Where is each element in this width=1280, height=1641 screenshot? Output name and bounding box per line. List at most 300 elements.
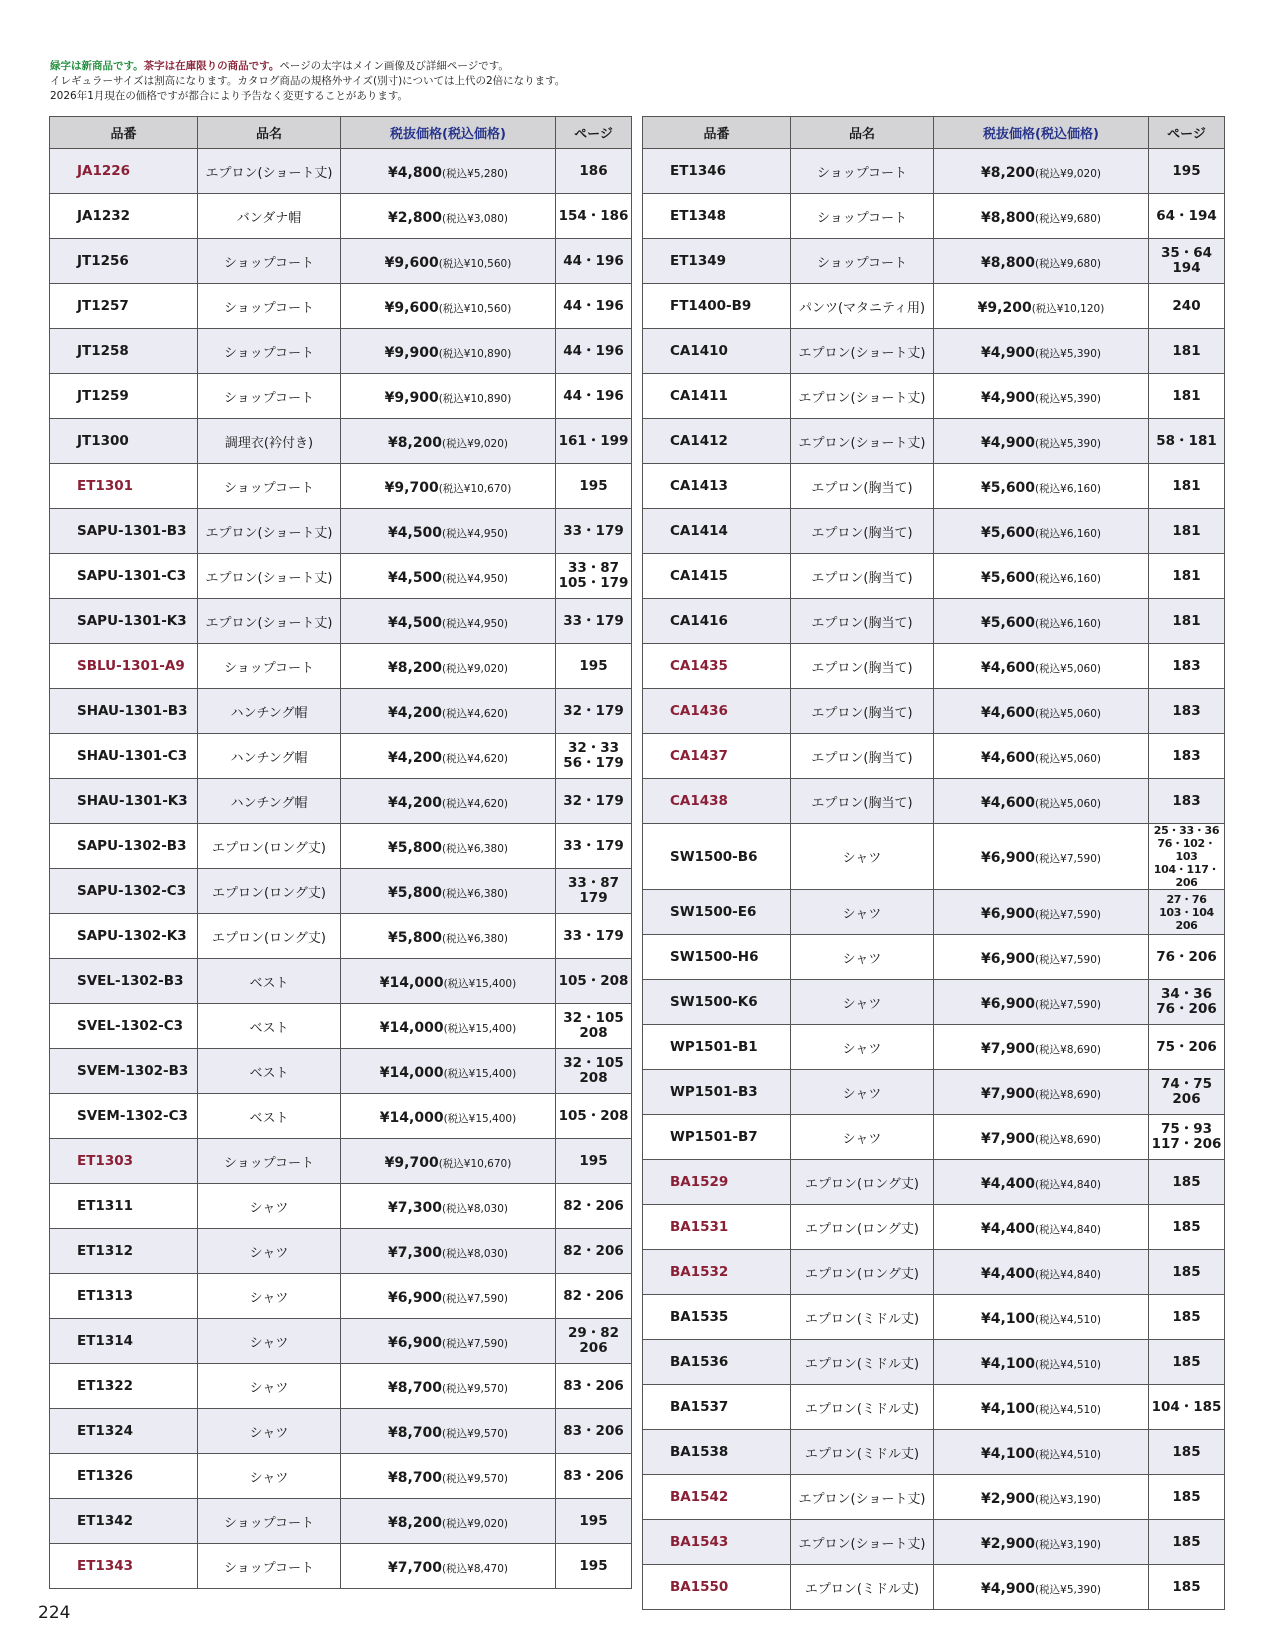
price-incl-tax: (税込¥5,390) xyxy=(1035,392,1101,405)
product-code: ET1348 xyxy=(643,194,791,239)
price-excl-tax: ¥4,800 xyxy=(388,164,443,181)
price-excl-tax: ¥4,500 xyxy=(388,524,443,541)
price-cell xyxy=(934,1070,1149,1115)
product-code: BA1542 xyxy=(643,1475,791,1520)
price-incl-tax: (税込¥9,570) xyxy=(442,1472,508,1485)
price-cell xyxy=(934,779,1149,824)
price-incl-tax: (税込¥9,570) xyxy=(442,1427,508,1440)
product-code: JT1258 xyxy=(50,329,198,374)
product-name: ベスト xyxy=(198,959,341,1004)
price-incl-tax: (税込¥5,060) xyxy=(1035,707,1101,720)
table-row xyxy=(643,1475,1225,1520)
price-incl-tax: (税込¥10,890) xyxy=(438,392,512,405)
price-cell xyxy=(341,464,556,509)
header-code: 品番 xyxy=(50,117,198,149)
product-name: シャツ xyxy=(198,1229,341,1274)
price-cell xyxy=(934,419,1149,464)
table-row xyxy=(50,554,632,599)
page-line: 75・93 xyxy=(1160,1121,1213,1137)
price-excl-tax: ¥14,000 xyxy=(379,1064,444,1081)
product-code: CA1415 xyxy=(643,554,791,599)
page-line: 185 xyxy=(1172,1173,1201,1190)
catalog-pages xyxy=(556,1184,632,1229)
table-row xyxy=(50,779,632,824)
table-row xyxy=(643,890,1225,935)
price-cell xyxy=(934,464,1149,509)
price-cell xyxy=(934,194,1149,239)
table-row xyxy=(50,1184,632,1229)
price-cell xyxy=(341,1319,556,1364)
product-code: CA1413 xyxy=(643,464,791,509)
bold-page-note: ページの太字はメイン画像及び詳細ページです。 xyxy=(279,60,509,72)
product-name: シャツ xyxy=(791,935,934,980)
table-row xyxy=(643,1160,1225,1205)
price-cell xyxy=(934,599,1149,644)
product-name: エプロン(ミドル丈) xyxy=(791,1385,934,1430)
price-cell xyxy=(341,1454,556,1499)
product-name: エプロン(ロング丈) xyxy=(791,1160,934,1205)
product-name: ショップコート xyxy=(198,284,341,329)
page-line: 185 xyxy=(1172,1488,1201,1505)
product-name: シャツ xyxy=(791,1025,934,1070)
product-code: JT1259 xyxy=(50,374,198,419)
price-excl-tax: ¥9,700 xyxy=(384,479,439,496)
product-name: シャツ xyxy=(198,1319,341,1364)
price-excl-tax: ¥4,200 xyxy=(388,794,443,811)
product-name: ベスト xyxy=(198,1004,341,1049)
price-incl-tax: (税込¥4,840) xyxy=(1035,1268,1101,1281)
product-code: WP1501-B1 xyxy=(643,1025,791,1070)
price-excl-tax: ¥4,900 xyxy=(981,344,1036,361)
product-code: JA1232 xyxy=(50,194,198,239)
page-line: 185 xyxy=(1172,1308,1201,1325)
header-code: 品番 xyxy=(643,117,791,149)
price-cell xyxy=(341,1049,556,1094)
catalog-pages xyxy=(1149,644,1225,689)
price-excl-tax: ¥6,900 xyxy=(981,850,1036,866)
product-name: エプロン(胸当て) xyxy=(791,509,934,554)
product-name: エプロン(ロング丈) xyxy=(198,869,341,914)
table-row xyxy=(643,1115,1225,1160)
price-excl-tax: ¥5,800 xyxy=(388,884,443,901)
table-row xyxy=(50,374,632,419)
product-name: ショップコート xyxy=(198,374,341,419)
page-line: 161・199 xyxy=(558,432,629,449)
catalog-pages xyxy=(556,464,632,509)
price-incl-tax: (税込¥15,400) xyxy=(443,1022,517,1035)
page-line: 195 xyxy=(579,477,608,494)
table-row xyxy=(643,1430,1225,1475)
product-code: SHAU-1301-K3 xyxy=(50,779,198,824)
product-code: ET1303 xyxy=(50,1139,198,1184)
page-line: 44・196 xyxy=(563,387,624,404)
product-code: ET1349 xyxy=(643,239,791,284)
page-line: 206 xyxy=(579,1340,608,1356)
product-code: ET1343 xyxy=(50,1544,198,1589)
price-incl-tax: (税込¥4,510) xyxy=(1035,1313,1101,1326)
product-code: SAPU-1301-C3 xyxy=(50,554,198,599)
catalog-pages xyxy=(556,1364,632,1409)
catalog-pages xyxy=(556,1004,632,1049)
product-code: FT1400-B9 xyxy=(643,284,791,329)
catalog-pages xyxy=(556,914,632,959)
table-row xyxy=(50,329,632,374)
price-excl-tax: ¥9,200 xyxy=(977,299,1032,316)
price-excl-tax: ¥8,800 xyxy=(981,254,1036,271)
price-incl-tax: (税込¥6,380) xyxy=(442,842,508,855)
product-name: エプロン(ミドル丈) xyxy=(791,1340,934,1385)
price-excl-tax: ¥4,500 xyxy=(388,569,443,586)
page-line: 185 xyxy=(1172,1263,1201,1280)
page-line: 33・179 xyxy=(563,612,624,629)
product-name: ショップコート xyxy=(198,329,341,374)
product-name: シャツ xyxy=(198,1364,341,1409)
price-incl-tax: (税込¥3,190) xyxy=(1035,1538,1101,1551)
page-line: 195 xyxy=(579,1557,608,1574)
catalog-pages xyxy=(1149,554,1225,599)
price-table-left-body xyxy=(50,149,632,1589)
price-incl-tax: (税込¥4,510) xyxy=(1035,1403,1101,1416)
page-line: 56・179 xyxy=(563,755,624,771)
price-cell xyxy=(341,824,556,869)
page-line: 154・186 xyxy=(558,207,629,224)
catalog-pages xyxy=(556,959,632,1004)
page-line: 185 xyxy=(1172,1353,1201,1370)
catalog-pages xyxy=(1149,509,1225,554)
table-row xyxy=(643,554,1225,599)
page-line: 181 xyxy=(1172,477,1201,494)
page-line: 186 xyxy=(579,162,608,179)
product-code: BA1543 xyxy=(643,1520,791,1565)
product-name: シャツ xyxy=(791,980,934,1025)
price-incl-tax: (税込¥9,020) xyxy=(442,662,508,675)
price-excl-tax: ¥7,900 xyxy=(981,1040,1036,1057)
product-code: SAPU-1302-K3 xyxy=(50,914,198,959)
product-code: CA1410 xyxy=(643,329,791,374)
page-line: 64・194 xyxy=(1156,207,1217,224)
product-name: ベスト xyxy=(198,1049,341,1094)
price-excl-tax: ¥14,000 xyxy=(379,1019,444,1036)
product-code: SAPU-1302-C3 xyxy=(50,869,198,914)
table-header-row xyxy=(50,117,632,149)
catalog-pages xyxy=(556,779,632,824)
price-cell xyxy=(341,1139,556,1184)
price-cell xyxy=(341,1544,556,1589)
price-incl-tax: (税込¥10,560) xyxy=(438,257,512,270)
price-cell xyxy=(934,1340,1149,1385)
price-excl-tax: ¥7,900 xyxy=(981,1085,1036,1102)
table-row xyxy=(643,1565,1225,1610)
product-code: SAPU-1301-K3 xyxy=(50,599,198,644)
price-excl-tax: ¥4,600 xyxy=(981,749,1036,766)
price-excl-tax: ¥8,200 xyxy=(981,164,1036,181)
product-name: ハンチング帽 xyxy=(198,689,341,734)
page-line: 74・75 xyxy=(1160,1076,1213,1092)
price-incl-tax: (税込¥8,030) xyxy=(442,1247,508,1260)
price-excl-tax: ¥4,900 xyxy=(981,1580,1036,1597)
header-page: ページ xyxy=(1149,117,1225,149)
page-line: 240 xyxy=(1172,297,1201,314)
price-excl-tax: ¥5,600 xyxy=(981,569,1036,586)
price-cell xyxy=(934,1520,1149,1565)
table-row xyxy=(50,419,632,464)
product-code: CA1438 xyxy=(643,779,791,824)
price-excl-tax: ¥4,400 xyxy=(981,1265,1036,1282)
catalog-pages xyxy=(556,1319,632,1364)
page-line: 181 xyxy=(1172,567,1201,584)
table-row xyxy=(50,1004,632,1049)
price-incl-tax: (税込¥5,390) xyxy=(1035,437,1101,450)
page-line: 44・196 xyxy=(563,297,624,314)
product-code: BA1535 xyxy=(643,1295,791,1340)
price-cell xyxy=(341,509,556,554)
product-code: SW1500-E6 xyxy=(643,890,791,935)
price-excl-tax: ¥6,900 xyxy=(981,995,1036,1012)
price-excl-tax: ¥8,200 xyxy=(388,659,443,676)
price-cell xyxy=(341,194,556,239)
product-code: ET1301 xyxy=(50,464,198,509)
product-name: エプロン(胸当て) xyxy=(791,689,934,734)
table-row xyxy=(643,1295,1225,1340)
price-cell xyxy=(934,890,1149,935)
catalog-pages xyxy=(1149,980,1225,1025)
product-code: SBLU-1301-A9 xyxy=(50,644,198,689)
price-cell xyxy=(341,374,556,419)
page-line: 185 xyxy=(1172,1443,1201,1460)
price-cell xyxy=(341,1409,556,1454)
table-row xyxy=(50,194,632,239)
price-excl-tax: ¥9,600 xyxy=(384,299,439,316)
price-incl-tax: (税込¥6,160) xyxy=(1035,572,1101,585)
price-incl-tax: (税込¥3,080) xyxy=(442,212,508,225)
table-row xyxy=(50,1499,632,1544)
page-line: 76・206 xyxy=(1156,1001,1217,1017)
header-page: ページ xyxy=(556,117,632,149)
catalog-pages xyxy=(556,1454,632,1499)
page-line: 25・33・36 xyxy=(1153,824,1220,837)
price-excl-tax: ¥9,600 xyxy=(384,254,439,271)
catalog-pages xyxy=(1149,329,1225,374)
product-code: CA1437 xyxy=(643,734,791,779)
catalog-pages xyxy=(556,1409,632,1454)
price-incl-tax: (税込¥9,020) xyxy=(442,1517,508,1530)
product-code: SW1500-B6 xyxy=(643,824,791,890)
price-cell xyxy=(341,1094,556,1139)
price-incl-tax: (税込¥8,470) xyxy=(442,1562,508,1575)
price-cell xyxy=(934,509,1149,554)
page-line: 32・105 xyxy=(563,1010,624,1026)
page-line: 181 xyxy=(1172,612,1201,629)
price-excl-tax: ¥4,900 xyxy=(981,434,1036,451)
price-excl-tax: ¥4,900 xyxy=(981,389,1036,406)
price-excl-tax: ¥5,800 xyxy=(388,839,443,856)
table-row xyxy=(50,959,632,1004)
catalog-pages xyxy=(556,284,632,329)
price-excl-tax: ¥4,600 xyxy=(981,704,1036,721)
catalog-pages xyxy=(556,824,632,869)
table-row xyxy=(643,1340,1225,1385)
page-line: 183 xyxy=(1172,702,1201,719)
catalog-pages xyxy=(1149,1025,1225,1070)
price-incl-tax: (税込¥4,950) xyxy=(442,617,508,630)
product-name: ショップコート xyxy=(791,239,934,284)
catalog-pages xyxy=(1149,1160,1225,1205)
price-incl-tax: (税込¥10,670) xyxy=(438,482,512,495)
table-row xyxy=(643,239,1225,284)
product-name: エプロン(ショート丈) xyxy=(791,419,934,464)
table-row xyxy=(643,419,1225,464)
page-line: 75・206 xyxy=(1156,1038,1217,1055)
product-name: ベスト xyxy=(198,1094,341,1139)
table-row xyxy=(643,329,1225,374)
price-excl-tax: ¥4,600 xyxy=(981,794,1036,811)
table-row xyxy=(50,824,632,869)
product-code: CA1436 xyxy=(643,689,791,734)
catalog-pages xyxy=(556,1499,632,1544)
price-incl-tax: (税込¥5,060) xyxy=(1035,752,1101,765)
page-line: 105・208 xyxy=(558,972,629,989)
page-line: 44・196 xyxy=(563,342,624,359)
price-cell xyxy=(934,1250,1149,1295)
price-cell xyxy=(934,239,1149,284)
price-cell xyxy=(934,1025,1149,1070)
price-incl-tax: (税込¥9,680) xyxy=(1035,212,1101,225)
price-excl-tax: ¥14,000 xyxy=(379,1109,444,1126)
page-line: 33・179 xyxy=(563,927,624,944)
product-code: JT1256 xyxy=(50,239,198,284)
catalog-pages xyxy=(556,554,632,599)
price-incl-tax: (税込¥7,590) xyxy=(442,1292,508,1305)
notes-line-2: イレギュラーサイズは割高になります。カタログ商品の規格外サイズ(別寸)については上代の2倍になります。 xyxy=(50,75,566,87)
table-row xyxy=(50,1454,632,1499)
table-row xyxy=(50,1049,632,1094)
product-name: エプロン(ショート丈) xyxy=(198,509,341,554)
table-row xyxy=(50,1139,632,1184)
table-row xyxy=(643,935,1225,980)
product-name: ショップコート xyxy=(791,149,934,194)
catalog-pages xyxy=(556,599,632,644)
price-excl-tax: ¥7,300 xyxy=(388,1244,443,1261)
product-name: シャツ xyxy=(791,1070,934,1115)
catalog-pages xyxy=(556,1274,632,1319)
table-row xyxy=(643,1070,1225,1115)
page-line: 34・36 xyxy=(1160,986,1213,1002)
table-row xyxy=(643,509,1225,554)
product-name: ショップコート xyxy=(198,1139,341,1184)
product-code: SVEL-1302-C3 xyxy=(50,1004,198,1049)
price-incl-tax: (税込¥8,690) xyxy=(1035,1133,1101,1146)
price-incl-tax: (税込¥4,510) xyxy=(1035,1358,1101,1371)
product-name: エプロン(胸当て) xyxy=(791,779,934,824)
product-name: エプロン(胸当て) xyxy=(791,554,934,599)
product-name: ショップコート xyxy=(198,464,341,509)
product-name: エプロン(胸当て) xyxy=(791,464,934,509)
product-name: エプロン(ロング丈) xyxy=(198,824,341,869)
page-line: 103・104 xyxy=(1159,905,1214,919)
page-line: 58・181 xyxy=(1156,432,1217,449)
product-name: エプロン(ショート丈) xyxy=(791,1520,934,1565)
table-row xyxy=(643,644,1225,689)
page-line: 206 xyxy=(1175,918,1198,932)
header-price: 税抜価格(税込価格) xyxy=(934,117,1149,149)
catalog-pages xyxy=(556,194,632,239)
product-name: ショップコート xyxy=(198,644,341,689)
page-line: 208 xyxy=(579,1025,608,1041)
product-code: ET1313 xyxy=(50,1274,198,1319)
table-row xyxy=(643,149,1225,194)
page-line: 185 xyxy=(1172,1218,1201,1235)
price-excl-tax: ¥2,800 xyxy=(388,209,443,226)
catalog-pages xyxy=(556,689,632,734)
price-cell xyxy=(341,1004,556,1049)
product-name: 調理衣(衿付き) xyxy=(198,419,341,464)
page-line: 27・76 xyxy=(1166,892,1207,906)
product-name: エプロン(ロング丈) xyxy=(791,1250,934,1295)
price-excl-tax: ¥8,200 xyxy=(388,1514,443,1531)
price-excl-tax: ¥5,600 xyxy=(981,479,1036,496)
price-excl-tax: ¥6,900 xyxy=(981,950,1036,967)
catalog-pages xyxy=(556,1544,632,1589)
catalog-pages xyxy=(1149,1340,1225,1385)
catalog-pages xyxy=(556,374,632,419)
price-incl-tax: (税込¥9,020) xyxy=(1035,167,1101,180)
page-line: 181 xyxy=(1172,522,1201,539)
price-cell xyxy=(341,329,556,374)
price-cell xyxy=(934,1160,1149,1205)
price-incl-tax: (税込¥4,840) xyxy=(1035,1223,1101,1236)
product-name: ショップコート xyxy=(198,239,341,284)
price-excl-tax: ¥4,400 xyxy=(981,1220,1036,1237)
table-row xyxy=(643,1520,1225,1565)
product-name: エプロン(ロング丈) xyxy=(198,914,341,959)
page-line: 83・206 xyxy=(563,1467,624,1484)
price-excl-tax: ¥8,700 xyxy=(388,1469,443,1486)
price-incl-tax: (税込¥7,590) xyxy=(1035,853,1101,865)
table-row xyxy=(643,734,1225,779)
product-name: エプロン(胸当て) xyxy=(791,599,934,644)
table-row xyxy=(50,1274,632,1319)
product-name: エプロン(ミドル丈) xyxy=(791,1565,934,1610)
product-name: シャツ xyxy=(198,1274,341,1319)
table-row xyxy=(50,914,632,959)
product-name: バンダナ帽 xyxy=(198,194,341,239)
price-excl-tax: ¥2,900 xyxy=(981,1535,1036,1552)
price-incl-tax: (税込¥6,160) xyxy=(1035,527,1101,540)
header-name: 品名 xyxy=(791,117,934,149)
table-row xyxy=(50,509,632,554)
product-code: BA1532 xyxy=(643,1250,791,1295)
price-cell xyxy=(341,734,556,779)
price-incl-tax: (税込¥8,690) xyxy=(1035,1088,1101,1101)
table-row xyxy=(50,149,632,194)
product-code: SVEM-1302-C3 xyxy=(50,1094,198,1139)
product-name: シャツ xyxy=(791,1115,934,1160)
page-line: 206 xyxy=(1172,1091,1201,1107)
price-cell xyxy=(934,824,1149,890)
price-incl-tax: (税込¥7,590) xyxy=(1035,953,1101,966)
catalog-pages xyxy=(556,1049,632,1094)
product-name: エプロン(ショート丈) xyxy=(791,374,934,419)
price-cell xyxy=(934,935,1149,980)
price-incl-tax: (税込¥3,190) xyxy=(1035,1493,1101,1506)
product-code: JT1257 xyxy=(50,284,198,329)
product-name: エプロン(ショート丈) xyxy=(198,554,341,599)
product-code: ET1314 xyxy=(50,1319,198,1364)
page-line: 208 xyxy=(579,1070,608,1086)
price-cell xyxy=(934,1205,1149,1250)
price-excl-tax: ¥7,900 xyxy=(981,1130,1036,1147)
product-code: CA1411 xyxy=(643,374,791,419)
